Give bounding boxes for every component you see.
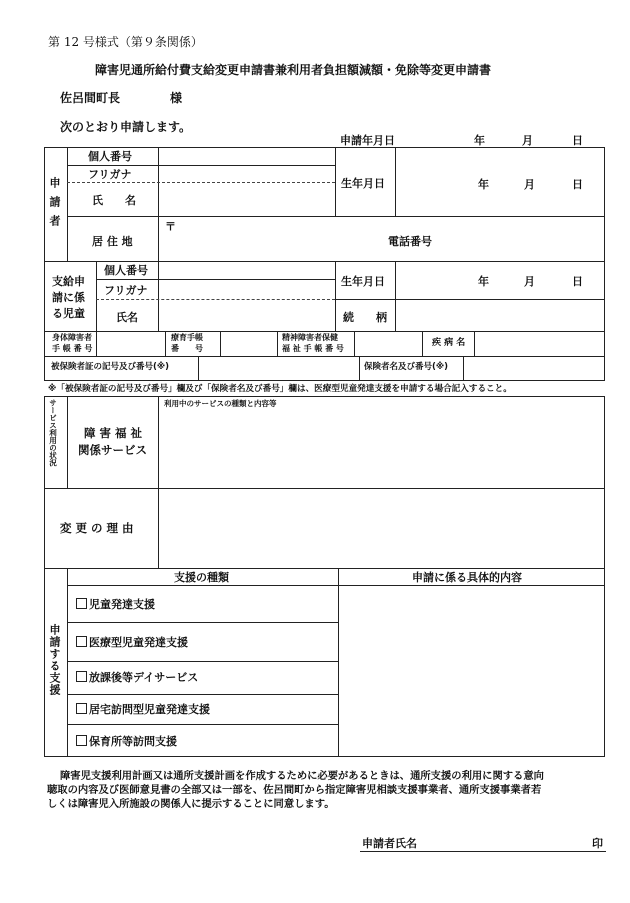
support-item-after-school-day-service[interactable] [70,664,330,692]
applicant-birthdate-year[interactable]: 年 [478,178,489,191]
support-detail-field[interactable] [340,587,603,755]
child-birthdate-month[interactable]: 月 [524,275,535,288]
applicant-signature-label: 申請者氏名 [362,837,417,850]
insurer-label: 保険者名及び番号(※) [364,362,449,372]
consent-line-3: しくは障害児入所施設の関係人に提示することに同意します。 [47,798,335,810]
handbook-div-4 [277,331,278,356]
applicant-name-field[interactable] [159,184,334,215]
physical-handbook-field[interactable] [97,332,164,355]
birthdate-col-right [395,147,396,216]
child-furigana-label: フリガナ [104,284,148,297]
applicant-furigana-label: フリガナ [88,168,132,181]
applicant-address-field[interactable] [176,218,376,260]
addressee: 佐呂間町長 [60,91,121,105]
applicant-my-number-label: 個人番号 [88,150,132,163]
child-name-label: 氏名 [116,311,138,324]
checkbox-icon[interactable] [76,636,87,647]
support-left-border [44,568,45,757]
applicant-name-label: 氏 名 [92,194,136,207]
child-birth-row-line [335,299,604,300]
insured-card-label: 被保険者証の記号及び番号(※) [51,362,170,372]
rehab-handbook-label-2: 番 号 [171,344,203,353]
form-title: 障害児通所給付費支給変更申請書兼利用者負担額減額・免除等変更申請書 [95,63,492,77]
applicant-birthdate-month[interactable]: 月 [524,178,535,191]
child-birth-col-left [335,261,336,331]
physical-handbook-label-1: 身体障害者 [52,333,92,342]
child-furigana-dash [96,299,335,300]
child-col-divider [96,261,97,331]
child-section-label-1: 支給申 [52,275,85,288]
service-right-border [604,396,605,568]
insurance-bottom-line [44,380,605,381]
insured-card-field[interactable] [199,357,358,379]
support-item-nursery-visit-support[interactable] [70,727,330,755]
service-side-divider [67,396,68,488]
application-date-label: 申請年月日 [340,134,395,147]
support-bottom-line [44,756,605,757]
application-date-month[interactable]: 月 [522,134,533,147]
applicant-furigana-dash [67,182,335,183]
support-row-line-2 [67,661,338,662]
insurance-div-2 [359,356,360,380]
support-row-line-3 [67,694,338,695]
handbook-div-2 [165,331,166,356]
postal-mark: 〒 [165,220,176,233]
table-left-border [44,147,45,380]
applicant-address-label: 居 住 地 [92,235,133,248]
physical-handbook-label-2: 手 帳 番 号 [52,344,93,353]
seal-mark: 印 [592,837,603,850]
application-date-day[interactable]: 日 [572,134,583,147]
service-left-border [44,396,45,568]
application-date-year[interactable]: 年 [474,134,485,147]
consent-line-2: 聴取の内容及び医師意見書の全部又は一部を、佐呂間町から指定障害児相談支援事業者、通所支援事業者若 [47,784,542,796]
child-birthdate-day[interactable]: 日 [572,275,583,288]
birthdate-col-left [335,147,336,216]
mental-handbook-field[interactable] [355,332,421,355]
applicant-furigana-field[interactable] [159,166,334,181]
child-furigana-field[interactable] [159,280,334,297]
support-item-label: 児童発達支援 [89,598,155,611]
welfare-service-label-1: 障 害 福 祉 [84,426,143,440]
child-relation-label: 続 柄 [343,311,387,324]
support-item-label: 医療型児童発達支援 [89,636,188,649]
signature-underline [360,851,606,852]
disease-name-label: 疾 病 名 [432,338,466,348]
support-right-border [604,568,605,757]
service-bottom-line [44,488,605,489]
support-row-line-1 [67,622,338,623]
support-item-home-visit-child-development[interactable] [70,696,330,722]
applicant-phone-label: 電話番号 [388,235,432,248]
child-name-field[interactable] [159,301,334,330]
service-content-label: 利用中のサービスの種類と内容等 [164,399,277,408]
rehab-handbook-field[interactable] [221,332,276,355]
handbook-div-6 [422,331,423,356]
support-type-header: 支援の種類 [174,571,229,584]
support-item-label: 居宅訪問型児童発達支援 [89,703,210,716]
child-section-label-3: る児童 [52,307,85,320]
applicant-birthdate-day[interactable]: 日 [572,178,583,191]
table-right-border [604,147,605,380]
applicant-birthdate-label: 生年月日 [341,177,385,190]
support-col-divider [338,568,339,757]
change-reason-label: 変 更 の 理 由 [60,521,134,535]
child-section-label-2: 請に係 [52,291,85,304]
applicant-my-number-field[interactable] [159,148,334,164]
child-birthdate-year[interactable]: 年 [478,275,489,288]
service-label-divider [158,396,159,568]
support-row-line-4 [67,724,338,725]
applicant-row-line-2 [67,216,604,217]
change-reason-field[interactable] [160,490,603,567]
service-content-field[interactable] [160,412,603,487]
applicant-signature-field[interactable] [420,834,588,850]
mental-handbook-label-1: 精神障害者保健 [282,333,338,342]
checkbox-icon[interactable] [76,671,87,682]
support-detail-header: 申請に係る具体的内容 [412,571,522,584]
support-item-label: 放課後等デイサービス [89,671,199,684]
support-item-label: 保育所等訪問支援 [89,735,177,748]
checkbox-icon[interactable] [76,703,87,714]
requested-support-side-label: 申請する支援 [48,624,61,696]
applicant-section-label: 申請者 [48,177,61,234]
mental-handbook-label-2: 福 祉 手 帳 番 号 [282,344,344,353]
applicant-phone-field[interactable] [440,230,600,252]
support-side-divider [67,568,68,757]
child-my-number-label: 個人番号 [104,264,148,277]
welfare-service-label-2: 関係サービス [78,443,147,457]
intro-text: 次のとおり申請します。 [60,120,192,134]
reason-bottom-line [44,568,605,569]
checkbox-icon[interactable] [76,598,87,609]
form-number: 第 12 号様式（第９条関係） [48,35,203,49]
checkbox-icon[interactable] [76,735,87,746]
addressee-honorific: 様 [170,91,183,105]
rehab-handbook-label-1: 療育手帳 [171,333,203,342]
disease-name-field[interactable] [475,332,603,355]
insurance-note: ※「被保険者証の記号及び番号」欄及び「保険者名及び番号」欄は、医療型児童発達支援を申請する場合記入すること。 [48,384,512,394]
service-status-side-label: サービス利用の状況 [48,399,58,467]
insurer-field[interactable] [464,357,603,379]
consent-line-1: 障害児支援利用計画又は通所支援計画を作成するために必要があるときは、通所支援の利用に関する意向 [60,770,544,782]
child-birthdate-label: 生年月日 [341,275,385,288]
support-item-medical-child-development[interactable] [70,628,330,656]
support-header-line [67,585,604,586]
child-my-number-field[interactable] [159,262,334,278]
support-item-child-development[interactable] [70,590,330,618]
child-relation-field[interactable] [396,301,603,330]
service-top-border [44,396,605,397]
